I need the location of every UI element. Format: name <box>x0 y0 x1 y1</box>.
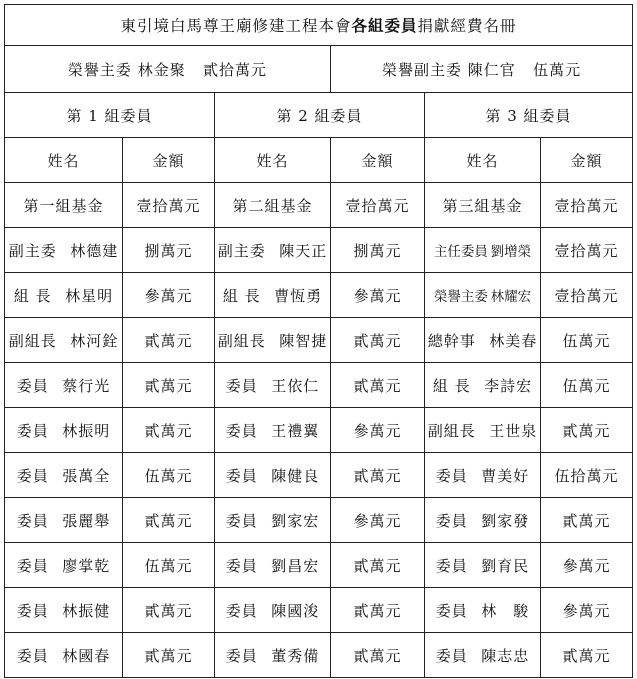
honor-role: 榮譽副主委 <box>381 60 462 79</box>
member-amount-cell: 伍萬元 <box>123 543 215 588</box>
member-amount-cell: 參萬元 <box>331 408 425 453</box>
member-role: 主任委員 <box>433 244 488 260</box>
member-name-cell <box>215 228 331 273</box>
member-role: 委員 <box>435 556 468 575</box>
member-name: 劉增榮 <box>490 244 532 260</box>
member-name-cell <box>215 588 331 633</box>
member-role: 委員 <box>225 421 258 440</box>
member-name: 林國春 <box>62 646 111 665</box>
member-name-cell <box>215 633 331 678</box>
member-name-cell <box>425 498 541 543</box>
member-name-cell <box>5 228 123 273</box>
member-name: 張萬全 <box>62 466 111 485</box>
register-title <box>5 5 633 46</box>
member-role: 副組長 <box>217 331 266 350</box>
member-name: 林美春 <box>489 331 538 350</box>
member-role: 委員 <box>435 466 468 485</box>
member-amount-cell: 捌萬元 <box>123 228 215 273</box>
column-header-name: 姓名 <box>215 138 331 183</box>
member-role: 委員 <box>435 646 468 665</box>
table-row <box>5 318 633 363</box>
column-header-amount: 金額 <box>331 138 425 183</box>
member-role: 委員 <box>225 556 258 575</box>
member-name-cell <box>5 318 123 363</box>
table-row <box>5 363 633 408</box>
member-role: 委員 <box>225 511 258 530</box>
member-name-cell <box>425 588 541 633</box>
title-emphasis: 各組委員 <box>351 16 418 35</box>
member-amount-cell: 壹拾萬元 <box>541 228 633 273</box>
member-name: 劉家宏 <box>271 511 320 530</box>
member-role: 副組長 <box>427 421 476 440</box>
member-name-cell <box>215 318 331 363</box>
member-amount-cell: 參萬元 <box>331 273 425 318</box>
member-name: 廖掌乾 <box>62 556 111 575</box>
member-name: 曹恆勇 <box>274 286 323 305</box>
member-role: 副組長 <box>8 331 57 350</box>
member-role: 副主委 <box>8 241 57 260</box>
member-name: 林河銓 <box>70 331 119 350</box>
member-name: 曹美好 <box>481 466 530 485</box>
member-name: 陳志忠 <box>481 646 530 665</box>
member-role: 委員 <box>16 646 49 665</box>
member-name: 李詩宏 <box>484 376 533 395</box>
member-amount-cell: 貳萬元 <box>123 363 215 408</box>
member-role: 組 長 <box>222 286 261 305</box>
member-name-cell <box>425 318 541 363</box>
member-role: 委員 <box>225 646 258 665</box>
member-name-cell <box>215 498 331 543</box>
member-amount-cell: 貳萬元 <box>331 453 425 498</box>
member-name: 劉昌宏 <box>271 556 320 575</box>
member-role: 委員 <box>16 511 49 530</box>
member-role: 委員 <box>16 601 49 620</box>
member-name: 陳健良 <box>271 466 320 485</box>
member-amount-cell: 捌萬元 <box>331 228 425 273</box>
member-amount-cell: 貳萬元 <box>123 588 215 633</box>
member-role: 委員 <box>435 511 468 530</box>
member-amount-cell: 壹拾萬元 <box>541 183 633 228</box>
group-1-header: 第 1 組委員 <box>5 93 215 138</box>
table-row <box>5 408 633 453</box>
member-name-cell <box>215 183 331 228</box>
member-role: 委員 <box>16 376 49 395</box>
member-role: 組 長 <box>432 376 471 395</box>
member-rows <box>5 183 633 678</box>
column-header-name: 姓名 <box>425 138 541 183</box>
member-amount-cell: 壹拾萬元 <box>123 183 215 228</box>
member-role: 總幹事 <box>427 331 476 350</box>
member-name: 林 駿 <box>481 601 530 620</box>
member-name-cell <box>425 453 541 498</box>
title-prefix: 東引境白馬尊王廟修建工程本會 <box>120 17 352 35</box>
member-amount-cell: 貳萬元 <box>123 633 215 678</box>
member-role: 第三組基金 <box>442 196 523 215</box>
donation-register-sheet <box>4 4 632 675</box>
member-amount-cell: 貳萬元 <box>331 588 425 633</box>
member-amount-cell: 貳萬元 <box>123 408 215 453</box>
member-name-cell <box>5 543 123 588</box>
group-2-header: 第 2 組委員 <box>215 93 425 138</box>
member-amount-cell: 伍萬元 <box>541 363 633 408</box>
member-name: 林耀宏 <box>490 289 532 305</box>
member-name: 張麗舉 <box>62 511 111 530</box>
member-name-cell <box>425 363 541 408</box>
member-amount-cell: 貳萬元 <box>541 498 633 543</box>
member-amount-cell: 貳萬元 <box>541 633 633 678</box>
member-amount-cell: 壹拾萬元 <box>331 183 425 228</box>
member-name: 林振健 <box>62 601 111 620</box>
group-3-header: 第 3 組委員 <box>425 93 633 138</box>
member-name: 王依仁 <box>271 376 320 395</box>
member-amount-cell: 伍拾萬元 <box>541 453 633 498</box>
member-name-cell <box>5 498 123 543</box>
member-name: 林德建 <box>70 241 119 260</box>
column-header-amount: 金額 <box>541 138 633 183</box>
member-name: 林振明 <box>62 421 111 440</box>
table-row <box>5 453 633 498</box>
member-name: 陳國浚 <box>271 601 320 620</box>
honor-vice-chair-cell <box>331 46 633 93</box>
member-amount-cell: 貳萬元 <box>331 543 425 588</box>
member-amount-cell: 貳萬元 <box>541 408 633 453</box>
member-name-cell <box>5 408 123 453</box>
member-role: 第一組基金 <box>23 196 104 215</box>
member-name-cell <box>425 408 541 453</box>
member-name-cell <box>425 183 541 228</box>
honor-name: 陳仁官 <box>467 60 516 79</box>
member-name-cell <box>215 453 331 498</box>
column-header-amount: 金額 <box>123 138 215 183</box>
member-amount-cell: 參萬元 <box>331 498 425 543</box>
member-name-cell <box>215 363 331 408</box>
member-amount-cell: 參萬元 <box>541 588 633 633</box>
member-name-cell <box>215 273 331 318</box>
member-role: 委員 <box>16 466 49 485</box>
table-row <box>5 498 633 543</box>
table-row <box>5 588 633 633</box>
title-suffix: 捐獻經費名冊 <box>417 17 517 35</box>
member-amount-cell: 伍萬元 <box>541 318 633 363</box>
member-name: 陳智捷 <box>279 331 328 350</box>
honor-name: 林金聚 <box>137 60 186 79</box>
member-name-cell <box>425 633 541 678</box>
donation-table <box>4 4 633 678</box>
honor-role: 榮譽主委 <box>67 60 132 79</box>
member-name: 蔡行光 <box>62 376 111 395</box>
member-name-cell <box>215 543 331 588</box>
member-amount-cell: 伍萬元 <box>123 453 215 498</box>
member-role: 組 長 <box>13 286 52 305</box>
member-name: 劉家發 <box>481 511 530 530</box>
member-role: 副主委 <box>217 241 266 260</box>
member-role: 委員 <box>225 466 258 485</box>
member-amount-cell: 參萬元 <box>541 543 633 588</box>
honor-chair-cell <box>5 46 331 93</box>
member-name-cell <box>425 543 541 588</box>
member-name: 陳天正 <box>279 241 328 260</box>
member-name-cell <box>5 183 123 228</box>
member-name-cell <box>5 588 123 633</box>
member-role: 榮譽主委 <box>433 289 488 305</box>
honor-amount: 貳拾萬元 <box>203 60 268 79</box>
member-role: 委員 <box>16 556 49 575</box>
table-row <box>5 633 633 678</box>
honor-amount: 伍萬元 <box>533 60 582 79</box>
member-amount-cell: 貳萬元 <box>123 498 215 543</box>
member-amount-cell: 貳萬元 <box>123 318 215 363</box>
member-name-cell <box>425 273 541 318</box>
column-header-name: 姓名 <box>5 138 123 183</box>
member-role: 委員 <box>225 601 258 620</box>
member-role: 第二組基金 <box>232 196 313 215</box>
table-row <box>5 183 633 228</box>
table-row <box>5 273 633 318</box>
member-name: 王世泉 <box>489 421 538 440</box>
member-name-cell <box>5 363 123 408</box>
member-name-cell <box>5 453 123 498</box>
member-name: 王禮翼 <box>271 421 320 440</box>
member-role: 委員 <box>16 421 49 440</box>
member-name: 林星明 <box>65 286 114 305</box>
member-amount-cell: 貳萬元 <box>331 363 425 408</box>
member-name-cell <box>425 228 541 273</box>
member-amount-cell: 參萬元 <box>123 273 215 318</box>
member-role: 委員 <box>435 601 468 620</box>
member-amount-cell: 貳萬元 <box>331 318 425 363</box>
table-row <box>5 228 633 273</box>
table-row <box>5 543 633 588</box>
member-role: 委員 <box>225 376 258 395</box>
member-amount-cell: 壹拾萬元 <box>541 273 633 318</box>
member-name: 董秀備 <box>271 646 320 665</box>
member-name-cell <box>5 273 123 318</box>
member-name-cell <box>5 633 123 678</box>
member-name: 劉育民 <box>481 556 530 575</box>
member-name-cell <box>215 408 331 453</box>
member-amount-cell: 貳萬元 <box>331 633 425 678</box>
